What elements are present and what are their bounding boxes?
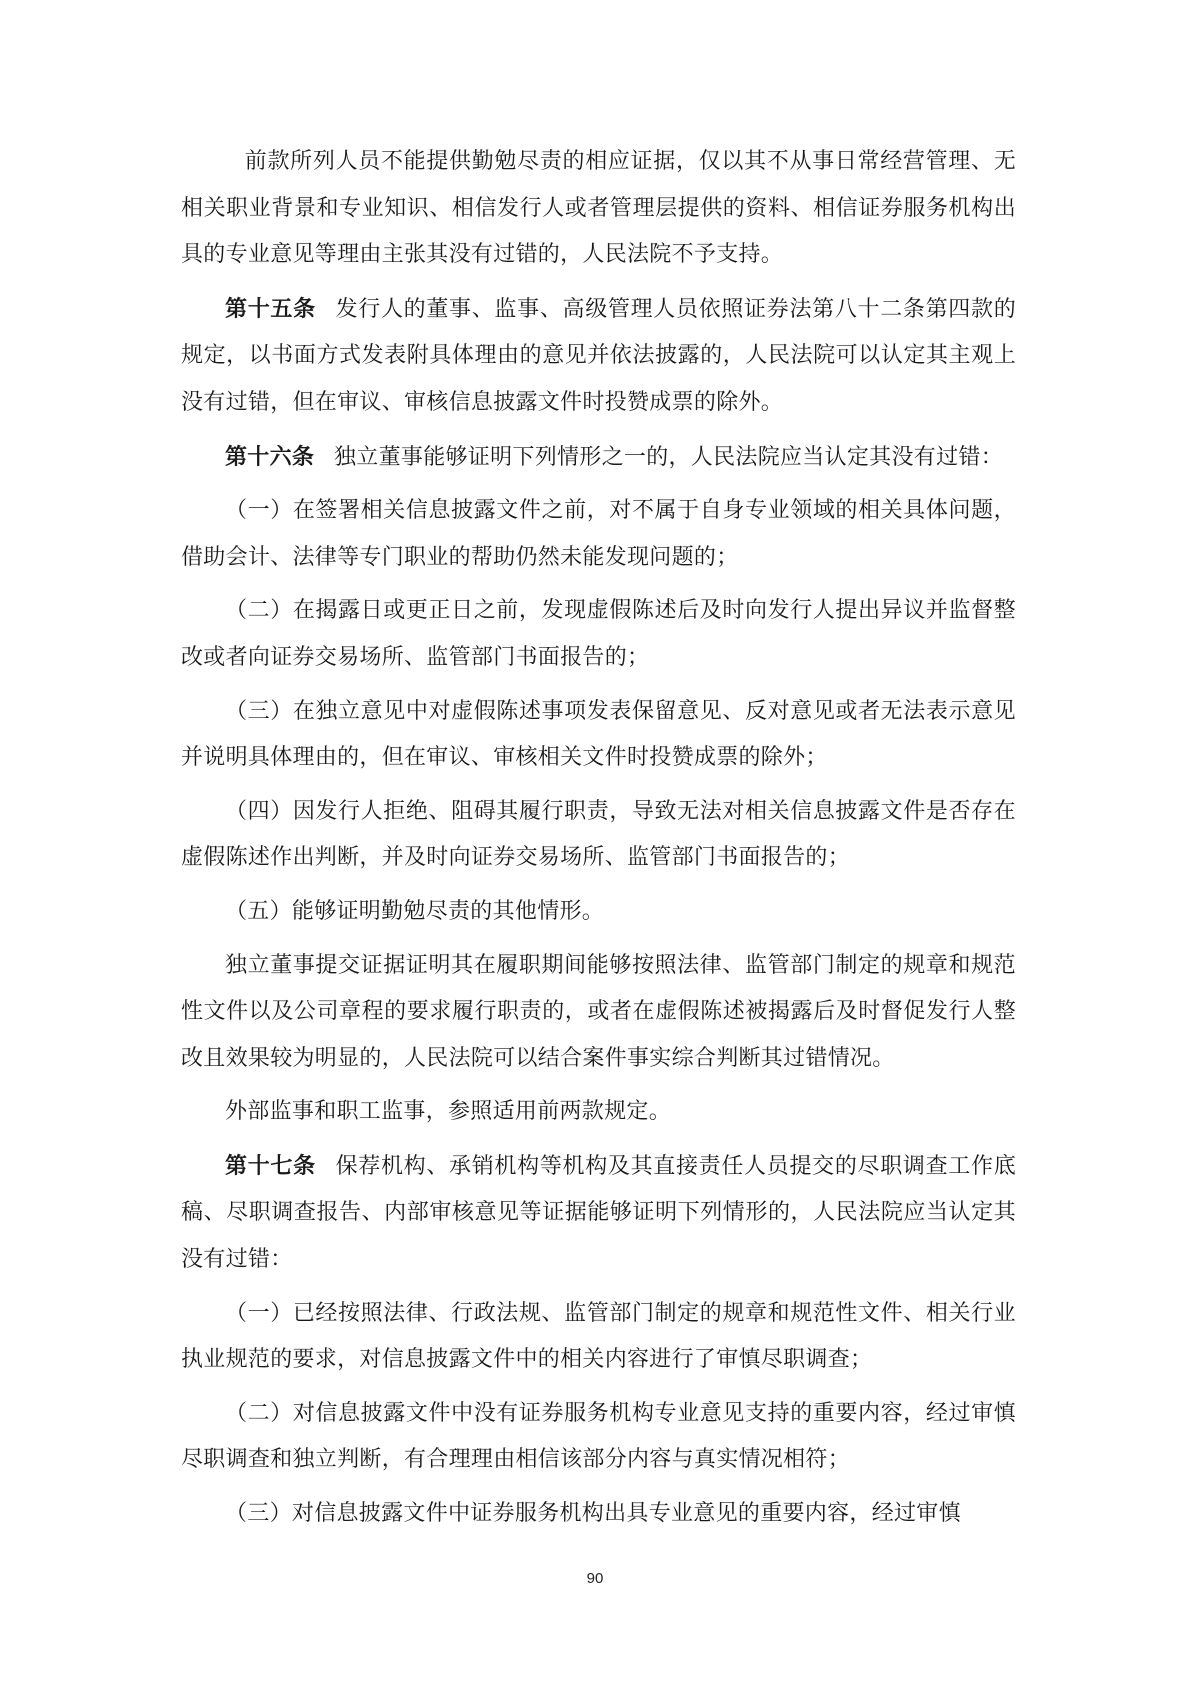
paragraph-11 <box>181 1143 1016 1284</box>
paragraph-text: 发行人的董事、监事、高级管理人员依照证券法第八十二条第四款的规定，以书面方式发表附具体理由的意见并依法披露的，人民法院可以认定其主观上没有过错，但在审议、审核信息披露文件时投赞成票的除外。 <box>181 296 1016 415</box>
article-heading: 第十六条 <box>225 443 315 470</box>
paragraph-6 <box>181 689 1016 782</box>
paragraph-1 <box>181 138 1016 279</box>
paragraph-text: （四）因发行人拒绝、阻碍其履行职责，导致无法对相关信息披露文件是否存在虚假陈述作出判断，并及时向证券交易场所、监管部门书面报告的； <box>181 798 1016 871</box>
paragraph-14 <box>181 1491 1016 1538</box>
paragraph-text: （五）能够证明勤勉尽责的其他情形。 <box>225 898 605 924</box>
paragraph-12 <box>181 1291 1016 1384</box>
paragraph-7 <box>181 789 1016 882</box>
page-number: 90 <box>586 1570 604 1587</box>
paragraph-10 <box>181 1089 1016 1136</box>
paragraph-8 <box>181 889 1016 936</box>
paragraph-4 <box>181 488 1016 581</box>
paragraph-text: （三）在独立意见中对虚假陈述事项发表保留意见、反对意见或者无法表示意见并说明具体理由的，但在审议、审核相关文件时投赞成票的除外； <box>181 698 1016 771</box>
paragraph-text: （二）对信息披露文件中没有证券服务机构专业意见支持的重要内容，经过审慎尽职调查和独立判断，有合理理由相信该部分内容与真实情况相符； <box>181 1400 1016 1473</box>
article-heading: 第十七条 <box>225 1152 316 1179</box>
paragraph-text: 保荐机构、承销机构等机构及其直接责任人员提交的尽职调查工作底稿、尽职调查报告、内部审核意见等证据能够证明下列情形的，人民法院应当认定其没有过错： <box>181 1153 1016 1273</box>
paragraph-text: 独立董事提交证据证明其在履职期间能够按照法律、监管部门制定的规章和规范性文件以及公司章程的要求履行职责的，或者在虚假陈述被揭露后及时督促发行人整改且效果较为明显的，人民法院可以结合案件事实综合判断其过错情况。 <box>181 952 1016 1071</box>
paragraph-text: 前款所列人员不能提供勤勉尽责的相应证据，仅以其不从事日常经营管理、无相关职业背景和专业知识、相信发行人或者管理层提供的资料、相信证券服务机构出具的专业意见等理由主张其没有过错的，人民法院不予支持。 <box>181 149 1016 268</box>
paragraph-13 <box>181 1391 1016 1484</box>
article-heading: 第十五条 <box>225 295 316 322</box>
paragraph-text: 外部监事和职工监事，参照适用前两款规定。 <box>225 1099 672 1125</box>
paragraph-text: （一）在签署相关信息披露文件之前，对不属于自身专业领域的相关具体问题，借助会计、法律等专门职业的帮助仍然未能发现问题的； <box>181 498 1016 570</box>
paragraph-3 <box>181 434 1016 482</box>
paragraph-9 <box>181 943 1016 1083</box>
paragraph-text: 独立董事能够证明下列情形之一的，人民法院应当认定其没有过错： <box>334 444 1004 470</box>
body-text <box>181 138 1016 1545</box>
paragraph-2 <box>181 286 1016 427</box>
paragraph-text: （二）在揭露日或更正日之前，发现虚假陈述后及时向发行人提出异议并监督整改或者向证券交易场所、监管部门书面报告的； <box>181 598 1016 670</box>
paragraph-5 <box>181 588 1016 681</box>
paragraph-text: （一）已经按照法律、行政法规、监管部门制定的规章和规范性文件、相关行业执业规范的要求，对信息披露文件中的相关内容进行了审慎尽职调查； <box>181 1300 1016 1373</box>
paragraph-text: （三）对信息披露文件中证券服务机构出具专业意见的重要内容，经过审慎 <box>225 1501 961 1527</box>
